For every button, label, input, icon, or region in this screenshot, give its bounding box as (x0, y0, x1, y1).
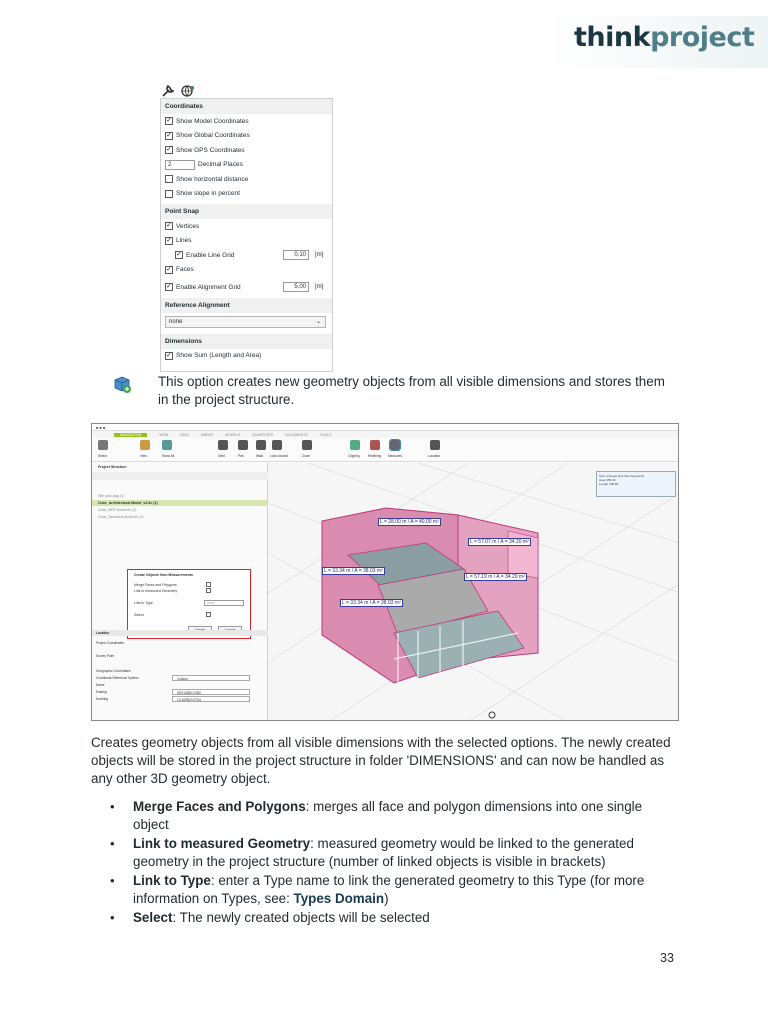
tree-item[interactable]: Cube_Architectural Model_v2.ifc (1) (92, 500, 268, 506)
globe-settings-icon[interactable] (180, 84, 196, 98)
option-enable-alignment-grid[interactable]: ✓ Enable Alignment Grid 5,00 [m] (166, 283, 324, 291)
section-reference-alignment: Reference Alignment (161, 298, 332, 313)
select-checkbox[interactable] (206, 612, 211, 617)
ribbon-toolbar: Select View Show All Orbit Pan Walk Look Around Zoom Clipping Redlining Measures Location (92, 438, 678, 462)
redlining-tool-icon[interactable] (370, 440, 380, 450)
select-tool-icon[interactable] (98, 440, 108, 450)
types-domain-link[interactable]: Types Domain (293, 891, 385, 906)
application-screenshot (91, 423, 679, 721)
list-item: • Merge Faces and Polygons: merges all face and polygon dimensions into one single object (110, 798, 680, 834)
link-checkbox[interactable] (206, 588, 211, 593)
3d-viewport[interactable] (268, 463, 679, 721)
window-titlebar: ■ ■ ■ (92, 424, 678, 431)
tree-item[interactable]: Cube_Structural Model.ifc (1) (98, 515, 144, 519)
measurement-label: L = 33.34 m / A = 38.03 m² (324, 568, 383, 574)
page-number: 33 (660, 951, 674, 965)
checkbox[interactable]: ✓ (166, 222, 172, 230)
ribbon-tabs (92, 431, 678, 438)
list-item: • Select: The newly created objects will be selected (110, 909, 680, 927)
measurement-settings-panel (160, 98, 333, 372)
option-show-global-coordinates[interactable]: ✓ Show Global Coordinates (166, 131, 250, 140)
look-around-tool-icon[interactable] (272, 440, 282, 450)
location-tool-icon[interactable] (430, 440, 440, 450)
tab-tools[interactable]: TOOLS (319, 432, 332, 437)
tab-documents[interactable]: DOCUMENTS (285, 432, 308, 437)
tab-view[interactable]: VIEW (159, 432, 169, 437)
checkbox[interactable]: ✓ (166, 283, 172, 291)
option-show-slope[interactable]: Show slope in percent (161, 187, 332, 202)
section-dimensions: Dimensions (161, 334, 332, 349)
checkbox[interactable]: ✓ (166, 117, 172, 125)
options-list (110, 798, 680, 928)
alignment-grid-input[interactable]: 5,00 (283, 282, 309, 292)
tab-models[interactable]: MODELS (225, 432, 241, 437)
reference-alignment-select[interactable]: none ⌄ (165, 316, 326, 328)
measures-tool-icon[interactable] (390, 440, 400, 450)
tree-item[interactable]: Cube_MEP Model.ifc (1) (98, 508, 137, 512)
checkbox[interactable] (165, 175, 173, 183)
option-show-model-coordinates[interactable]: ✓ Show Model Coordinates (166, 117, 249, 125)
orbit-tool-icon[interactable] (218, 440, 228, 450)
checkbox[interactable] (165, 190, 173, 198)
description-paragraph: Creates geometry objects from all visible dimensions with the selected options. The newly created objects will be stored in the project structure in folder 'DIMENSIONS' and can now be handled as any other 3D geometry object. (91, 735, 671, 786)
option-enable-line-grid[interactable]: ✓ Enable Line Grid 0,10 [m] (176, 251, 324, 259)
thinkproject-logo: thinkproject (574, 22, 755, 53)
tab-data[interactable]: DATA (180, 432, 189, 437)
checkbox[interactable]: ✓ (166, 351, 172, 359)
tab-marks[interactable]: MARKS (200, 432, 214, 437)
merge-checkbox[interactable] (206, 582, 211, 587)
view-tool-icon[interactable] (140, 440, 150, 450)
option-show-gps-coordinates[interactable]: ✓ Show GPS Coordinates (166, 146, 245, 154)
project-structure-panel: Project Structure Site plan.dwg (1) Cube_Architectural Model_v2.ifc (1) Cube_MEP Model.ifc (1) Cube_Structural Model.ifc (1) Create Objects from Measurements Merge Faces and Polygons Link to measured Geometry Link to Type none Select Location Project Coordinates Survey Point Geographic Coordinates Coordinate Reference System Name Easting Northing Custom 26.91483017650 13.36950247234 (92, 463, 268, 721)
clipping-tool-icon[interactable] (350, 440, 360, 450)
line-grid-input[interactable]: 0,10 (283, 250, 309, 260)
list-item: • Link to measured Geometry: measured geometry would be linked to the generated geometry in the project structure (number of linked objects is visible in brackets) (110, 835, 680, 871)
section-point-snap: Point Snap (161, 204, 332, 219)
option-decimal-places: 2 Decimal Places (161, 158, 332, 173)
checkbox[interactable]: ✓ (166, 236, 172, 244)
type-input[interactable]: none (204, 600, 244, 606)
project-structure-toolbar (92, 472, 268, 480)
wrench-icon[interactable] (160, 84, 176, 98)
location-title: Location (92, 630, 268, 636)
sum-infobox: Sum of Areas and New Segments Area 655.46 Length 208.84 (596, 471, 676, 497)
3d-model-drawing (268, 463, 679, 721)
option-lines[interactable]: ✓ Lines (166, 236, 192, 245)
option-faces[interactable]: ✓ Faces (166, 265, 194, 274)
intro-paragraph: This option creates new geometry objects from all visible dimensions and stores them in the project structure. (158, 374, 665, 407)
checkbox[interactable]: ✓ (166, 146, 172, 154)
decimal-places-stepper[interactable]: 2 (165, 160, 195, 170)
measurement-label: L = 28.00 m / A = 40.00 m² (380, 519, 439, 525)
measurement-label: L = 57.07 m / A = 34.20 m² (470, 539, 529, 545)
dialog-title: Create Objects from Measurements (134, 573, 193, 577)
checkbox[interactable]: ✓ (166, 131, 172, 139)
show-all-tool-icon[interactable] (162, 440, 172, 450)
checkbox[interactable]: ✓ (176, 251, 182, 259)
section-coordinates: Coordinates (161, 99, 332, 114)
create-geometry-icon (111, 374, 133, 394)
create-objects-dialog: Create Objects from Measurements Merge Faces and Polygons Link to measured Geometry Link to Type none Select (127, 569, 251, 639)
chevron-down-icon: ⌄ (315, 318, 321, 325)
walk-tool-icon[interactable] (256, 440, 266, 450)
option-vertices[interactable]: ✓ Vertices (166, 222, 200, 230)
zoom-tool-icon[interactable] (302, 440, 312, 450)
checkbox[interactable]: ✓ (166, 265, 172, 273)
measurement-label: L = 33.34 m / A = 38.03 m² (342, 600, 401, 606)
tree-item[interactable]: Site plan.dwg (1) (98, 494, 125, 498)
pan-tool-icon[interactable] (238, 440, 248, 450)
list-item: • Link to Type: enter a Type name to link the generated geometry to this Type (for more information on Types, see: Types Domain) (110, 872, 680, 908)
option-show-sum[interactable]: ✓ Show Sum (Length and Area) (166, 351, 262, 360)
tab-navigation[interactable]: NAVIGATION (114, 433, 147, 437)
option-show-horizontal-distance[interactable]: Show horizontal distance (161, 172, 332, 187)
settings-tabs (160, 84, 196, 98)
project-structure-title: Project Structure (98, 465, 127, 469)
tab-quantities[interactable]: QUANTITIES (252, 432, 274, 437)
measurement-label: L = 57.19 m / A = 34.20 m² (466, 574, 525, 580)
